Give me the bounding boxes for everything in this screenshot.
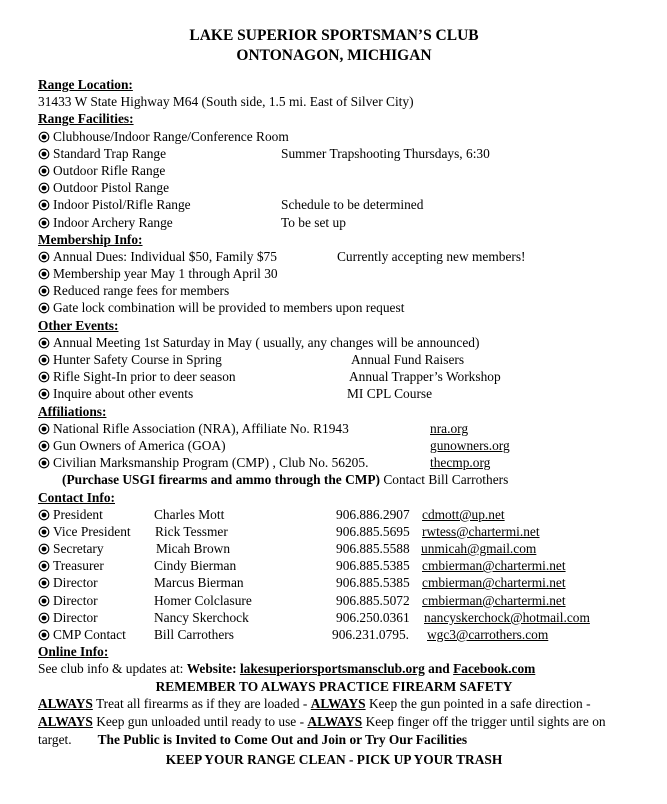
contact-phone: 906.250.0361: [336, 609, 410, 625]
contact-phone: 906.885.5385: [336, 558, 410, 574]
bullet-icon: [38, 302, 50, 314]
contact-role: President: [53, 506, 103, 522]
contact-email-link[interactable]: cmbierman@chartermi.net: [422, 575, 566, 591]
bullet-icon: [38, 148, 50, 160]
bullet-icon: [38, 371, 50, 383]
bullet-icon: [38, 612, 50, 624]
membership-text: Reduced range fees for members: [53, 283, 230, 299]
contact-role: Vice President: [53, 523, 131, 539]
online-and: and: [424, 661, 454, 677]
facility-note: To be set up: [281, 214, 346, 230]
online-heading: Online Info:: [38, 644, 109, 660]
facility-name: Indoor Archery Range: [53, 214, 173, 230]
public-invitation: The Public is Invited to Come Out and Join or Try Our Facilities: [97, 731, 468, 747]
event-note: Annual Fund Raisers: [351, 352, 465, 367]
membership-text: Membership year May 1 through April 30: [53, 266, 278, 282]
nra-link[interactable]: nra.org: [430, 420, 469, 436]
contact-phone: 906.885.5588: [336, 541, 410, 557]
bullet-icon: [38, 543, 50, 555]
contact-name: Rick Tessmer: [155, 523, 228, 539]
affiliation-item: [38, 420, 667, 437]
contact-role: Director: [53, 575, 98, 591]
membership-item: [38, 299, 667, 316]
membership-heading: Membership Info:: [38, 231, 143, 247]
other-events-heading: Other Events:: [38, 317, 119, 333]
bullet-icon: [38, 251, 50, 263]
affiliations-heading: Affiliations:: [38, 403, 107, 419]
membership-item: [38, 248, 667, 265]
contact-name: Bill Carrothers: [154, 627, 234, 642]
safety-rule: Keep gun unloaded until ready to use -: [92, 713, 308, 729]
contact-phone: 906.231.0795.: [332, 627, 409, 642]
bullet-icon: [38, 285, 50, 297]
affiliation-item: [38, 437, 667, 454]
bullet-icon: [38, 595, 50, 607]
facility-item: [38, 145, 667, 162]
membership-item: [38, 282, 667, 299]
bullet-icon: [38, 217, 50, 229]
bullet-icon: [38, 388, 50, 400]
facility-item: [38, 179, 667, 196]
membership-note: Currently accepting new members!: [337, 248, 526, 264]
online-prefix: See club info & updates at:: [38, 661, 187, 677]
facility-name: Standard Trap Range: [53, 145, 167, 161]
facility-note: Summer Trapshooting Thursdays, 6:30: [281, 145, 490, 161]
always-label: ALWAYS: [38, 695, 93, 711]
contact-role: Director: [53, 609, 98, 625]
club-title: LAKE SUPERIOR SPORTSMAN’S CLUB: [189, 27, 479, 44]
contact-email-link[interactable]: cmbierman@chartermi.net: [422, 558, 566, 574]
contact-role: Director: [53, 592, 98, 608]
contact-row: [38, 592, 667, 609]
bullet-icon: [38, 182, 50, 194]
facility-item: [38, 196, 667, 213]
bullet-icon: [38, 440, 50, 452]
bullet-icon: [38, 457, 50, 469]
bullet-icon: [38, 337, 50, 349]
bullet-icon: [38, 268, 50, 280]
contact-name: Micah Brown: [156, 541, 231, 557]
event-note: Annual Trapper’s Workshop: [349, 369, 501, 385]
gunowners-link[interactable]: gunowners.org: [430, 437, 510, 453]
contact-name: Homer Colclasure: [154, 592, 252, 608]
bullet-icon: [38, 131, 50, 143]
contact-name: Cindy Bierman: [154, 558, 237, 574]
contact-role: Treasurer: [53, 558, 104, 574]
contact-name: Marcus Bierman: [154, 575, 244, 591]
bullet-icon: [38, 165, 50, 177]
contact-name: Charles Mott: [154, 506, 225, 522]
contact-row: [38, 574, 667, 591]
contact-row: [38, 626, 667, 643]
contact-row: [38, 523, 667, 540]
footer-slogan: KEEP YOUR RANGE CLEAN - PICK UP YOUR TRASH: [165, 751, 503, 767]
facility-note: Schedule to be determined: [281, 197, 424, 213]
bullet-icon: [38, 629, 50, 641]
online-info-line: [38, 660, 667, 677]
safety-rule: Treat all firearms as if they are loaded -: [92, 695, 311, 711]
facility-item: [38, 162, 667, 179]
contact-phone: 906.885.5695: [336, 523, 410, 539]
facility-item: [38, 214, 667, 231]
cmp-note-contact: Contact Bill Carrothers: [380, 472, 509, 488]
cmp-note: [38, 471, 667, 488]
event-text: Hunter Safety Course in Spring: [53, 352, 222, 367]
always-label: ALWAYS: [307, 713, 363, 729]
membership-text: Annual Dues: Individual $50, Family $75: [53, 248, 277, 264]
contact-email-link[interactable]: wgc3@carrothers.com: [427, 627, 549, 642]
website-label: Website:: [186, 661, 240, 677]
contact-phone: 906.885.5385: [336, 575, 410, 591]
contact-email-link[interactable]: cmbierman@chartermi.net: [422, 592, 566, 608]
club-location-title: ONTONAGON, MICHIGAN: [236, 47, 432, 64]
contact-heading: Contact Info:: [38, 489, 115, 505]
affiliation-text: Civilian Marksmanship Program (CMP) , Club No. 56205.: [53, 455, 369, 471]
facility-name: Outdoor Rifle Range: [53, 162, 166, 178]
event-note: MI CPL Course: [347, 386, 433, 402]
contact-role: CMP Contact: [53, 627, 126, 642]
facility-name: Clubhouse/Indoor Range/Conference Room: [53, 128, 289, 144]
safety-heading: REMEMBER TO ALWAYS PRACTICE FIREARM SAFETY: [155, 678, 513, 694]
bullet-icon: [38, 526, 50, 538]
contact-row: [38, 506, 667, 523]
safety-rules: [38, 695, 628, 749]
range-facilities-heading: Range Facilities:: [38, 111, 134, 127]
contact-row: [38, 609, 667, 626]
range-location-heading: Range Location:: [38, 77, 133, 92]
bullet-icon: [38, 509, 50, 521]
event-item: [38, 385, 667, 402]
event-item: [38, 351, 667, 368]
bullet-icon: [38, 560, 50, 572]
contact-email-link[interactable]: cdmott@up.net: [422, 506, 505, 522]
always-label: ALWAYS: [38, 713, 93, 729]
facility-name: Indoor Pistol/Rifle Range: [53, 197, 191, 213]
bullet-icon: [38, 199, 50, 211]
event-text: Rifle Sight-In prior to deer season: [53, 369, 236, 385]
contact-phone: 906.886.2907: [336, 506, 410, 522]
facility-name: Outdoor Pistol Range: [53, 180, 170, 196]
safety-rule: Keep the gun pointed in a safe direction -: [365, 695, 591, 711]
contact-phone: 906.885.5072: [336, 592, 410, 608]
contact-role: Secretary: [53, 541, 104, 557]
bullet-icon: [38, 577, 50, 589]
cmp-link[interactable]: thecmp.org: [430, 455, 491, 471]
event-text: Inquire about other events: [53, 386, 194, 402]
cmp-note-bold: (Purchase USGI firearms and ammo through the CMP): [62, 472, 381, 488]
range-address: 31433 W State Highway M64 (South side, 1.5 mi. East of Silver City): [38, 94, 414, 110]
event-text: Annual Meeting 1st Saturday in May ( usually, any changes will be announced): [53, 334, 480, 350]
bullet-icon: [38, 423, 50, 435]
facility-item: [38, 128, 667, 145]
contact-name: Nancy Skerchock: [154, 609, 249, 625]
contact-row: [38, 540, 667, 557]
affiliation-text: National Rifle Association (NRA), Affiliate No. R1943: [53, 420, 349, 436]
bullet-icon: [38, 354, 50, 366]
contact-email-link[interactable]: rwtess@chartermi.net: [422, 523, 540, 539]
affiliation-item: [38, 454, 667, 471]
website-link[interactable]: lakesuperiorsportsmansclub.org: [239, 661, 425, 677]
event-item: [38, 334, 667, 351]
contact-row: [38, 557, 667, 574]
affiliation-text: Gun Owners of America (GOA): [53, 437, 226, 453]
contact-email-link[interactable]: nancyskerchock@hotmail.com: [424, 609, 590, 625]
always-label: ALWAYS: [310, 695, 366, 711]
facebook-link[interactable]: Facebook.com: [453, 661, 536, 677]
membership-text: Gate lock combination will be provided to members upon request: [53, 300, 405, 316]
contact-email-link[interactable]: unmicah@gmail.com: [421, 541, 537, 557]
event-item: [38, 368, 667, 385]
membership-item: [38, 265, 667, 282]
safety-rule: Keep finger off the trigger until sights are on target.: [38, 713, 606, 747]
